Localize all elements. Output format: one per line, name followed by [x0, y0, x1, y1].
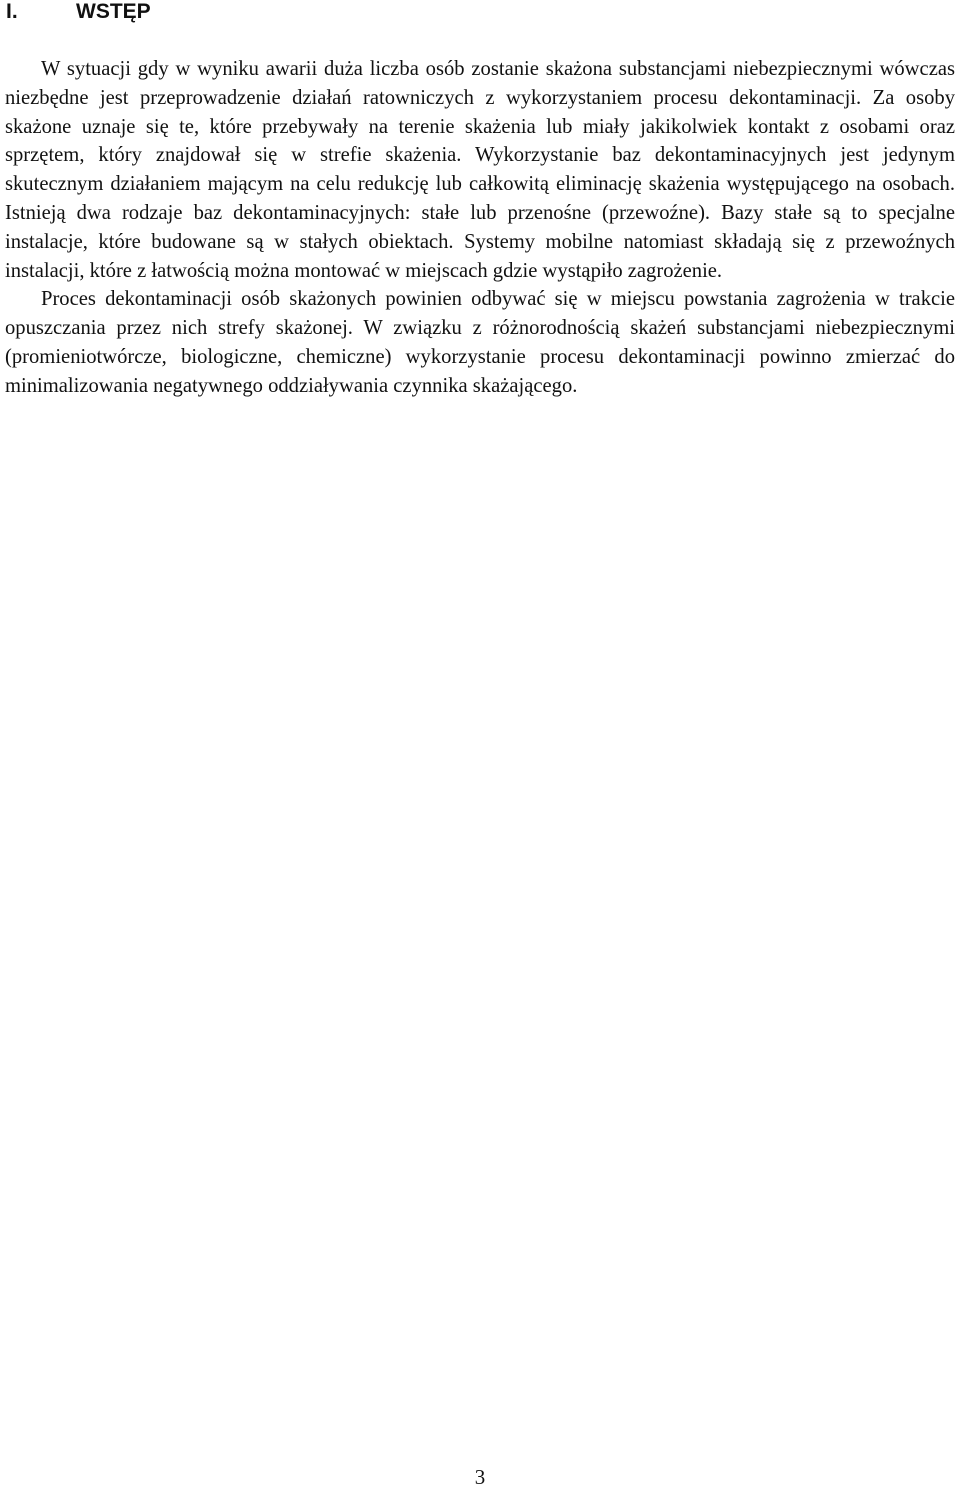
body-text [5, 55, 955, 401]
paragraph: Proces dekontaminacji osób skażonych powinien odbywać się w miejscu powstania zagrożenia w trakcie opuszczania przez nich strefy skażonej. W związku z różnorodnością skażeń substancjami niebezpiecznymi (promieniotwórcze, biologiczne, chemiczne) wykorzystanie procesu dekontaminacji powinno zmierzać do minimalizowania negatywnego oddziaływania czynnika skażającego. [5, 288, 955, 397]
page-number: 3 [474, 1465, 486, 1489]
section-number: I. [6, 0, 18, 23]
paragraph: W sytuacji gdy w wyniku awarii duża liczba osób zostanie skażona substancjami niebezpiecznymi wówczas niezbędne jest przeprowadzenie działań ratowniczych z wykorzystaniem procesu dekontaminacji. Za osoby skażone uznaje się te, które przebywały na terenie skażenia lub miały jakikolwiek kontakt z osobami oraz sprzętem, który znajdował się w strefie skażenia. Wykorzystanie baz dekontaminacyjnych jest jedynym skutecznym działaniem mającym na celu redukcję lub całkowitą eliminację skażenia występującego na osobach. Istnieją dwa rodzaje baz dekontaminacyjnych: stałe lub przenośne (przewoźne). Bazy stałe są to specjalne instalacje, które budowane są w stałych obiektach. Systemy mobilne natomiast składają się z przewoźnych instalacji, które z łatwością można montować w miejscach gdzie wystąpiło zagrożenie. [5, 58, 955, 282]
section-title: WSTĘP [76, 0, 151, 23]
section-heading [6, 0, 151, 26]
